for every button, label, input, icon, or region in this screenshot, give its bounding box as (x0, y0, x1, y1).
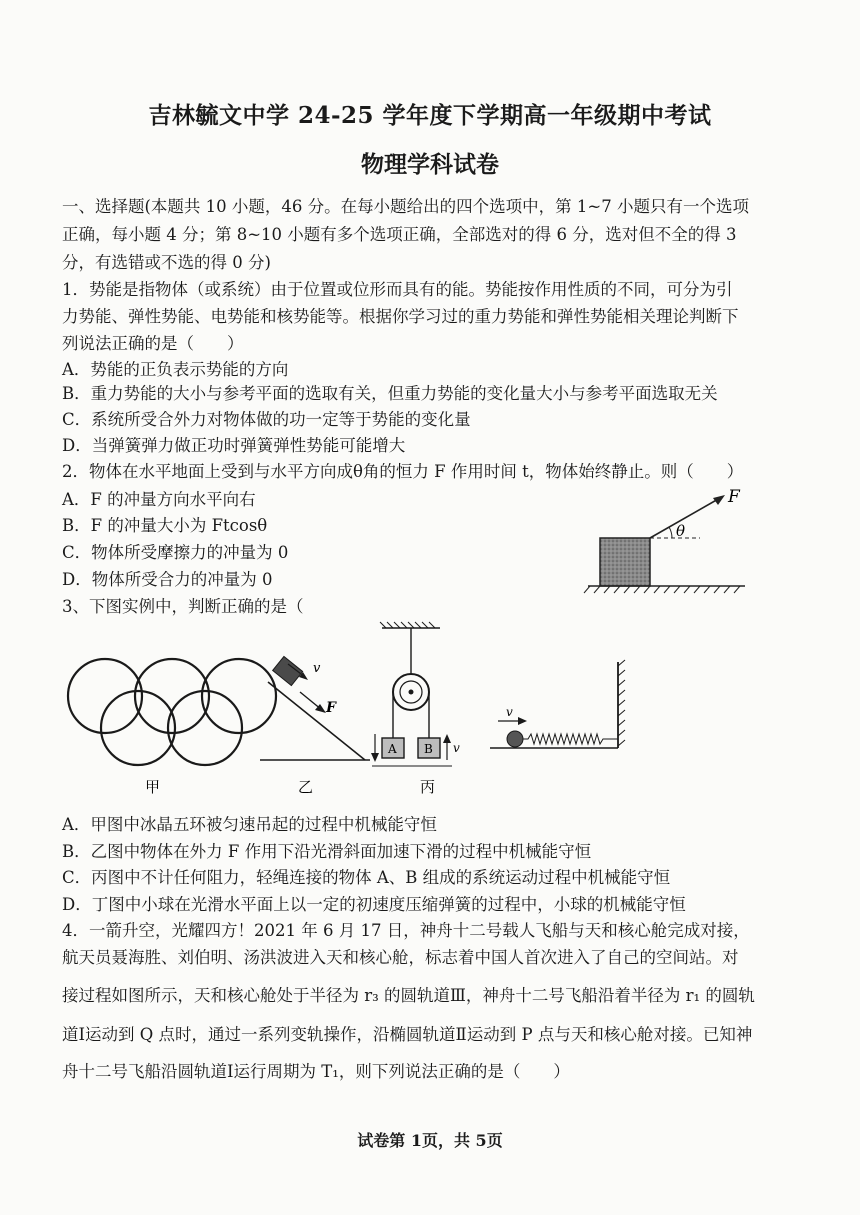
pulley-figure (371, 622, 460, 766)
q2-option-b: B．F 的冲量大小为 Ftcosθ (62, 516, 268, 535)
exam-subtitle: 物理学科试卷 (361, 151, 499, 178)
q4-line: 道Ⅰ运动到 Q 点时，通过一系列变轨操作，沿椭圆轨道Ⅱ运动到 P 点与天和核心舱对接。已知神 (62, 1025, 753, 1044)
incline-block (273, 656, 303, 685)
q1-option-a: A．势能的正负表示势能的方向 (62, 360, 289, 379)
section-intro-line: 分，有选错或不选的得 0 分) (62, 253, 271, 272)
q1-stem-line: 力势能、弹性势能、电势能和核势能等。根据你学习过的重力势能和弹性势能相关理论判断下 (62, 307, 739, 326)
incline-force-label: F (326, 700, 336, 716)
pulley-velocity-label: v (453, 741, 460, 755)
box-a-label: A (388, 742, 397, 756)
q2-option-d: D．物体所受合力的冲量为 0 (62, 570, 273, 589)
force-label: F (728, 487, 740, 507)
spring-ball-figure (490, 660, 625, 748)
box-b-label: B (424, 742, 433, 756)
q4-line: 航天员聂海胜、刘伯明、汤洪波进入天和核心舱，标志着中国人首次进入了自己的空间站。对 (62, 948, 739, 967)
q1-stem-line: 1．势能是指物体（或系统）由于位置或位形而具有的能。势能按作用性质的不同，可分为引 (62, 280, 733, 299)
angle-arc (669, 527, 672, 538)
force-arrowhead (713, 495, 725, 505)
q3-stem: 3、下图实例中，判断正确的是（ (62, 597, 304, 616)
q3-option-d: D．丁图中小球在光滑水平面上以一定的初速度压缩弹簧的过程中，小球的机械能守恒 (62, 895, 686, 914)
section-intro-line: 正确，每小题 4 分；第 8~10 小题有多个选项正确，全部选对的得 6 分，选对但不全的得 3 (62, 225, 737, 244)
figure-label-bing: 丙 (420, 778, 436, 796)
figure-label-jia: 甲 (145, 778, 161, 796)
q1-option-c: C．系统所受合外力对物体做的功一定等于势能的变化量 (62, 410, 471, 429)
exam-title: 吉林毓文中学 24-25 学年度下学期高一年级期中考试 (148, 102, 712, 129)
block (600, 538, 650, 586)
q3-option-a: A．甲图中冰晶五环被匀速吊起的过程中机械能守恒 (62, 815, 437, 834)
q1-stem-line: 列说法正确的是（ ） (62, 334, 244, 353)
figure-label-yi: 乙 (298, 778, 314, 796)
incline-figure (260, 656, 370, 760)
q2-stem: 2．物体在水平地面上受到与水平方向成θ角的恒力 F 作用时间 t，物体始终静止。则（ ） (62, 462, 744, 481)
q2-figure-block-force (580, 480, 750, 595)
page-footer: 试卷第 1页，共 5页 (357, 1131, 503, 1150)
section-intro-line: 一、选择题(本题共 10 小题，46 分。在每小题给出的四个选项中，第 1~7 小题只有一个选项 (62, 197, 749, 216)
spring-velocity-label: v (506, 705, 513, 719)
q3-option-b: B．乙图中物体在外力 F 作用下沿光滑斜面加速下滑的过程中机械能守恒 (62, 842, 592, 861)
q4-line: 4．一箭升空，光耀四方！2021 年 6 月 17 日，神舟十二号载人飞船与天和核心舱完成对接， (62, 921, 750, 940)
q2-option-c: C．物体所受摩擦力的冲量为 0 (62, 543, 289, 562)
angle-label: θ (676, 522, 686, 540)
q3-figures (60, 620, 640, 805)
incline-velocity-label: v (313, 661, 321, 676)
q3-option-c: C．丙图中不计任何阻力，轻绳连接的物体 A、B 组成的系统运动过程中机械能守恒 (62, 868, 671, 887)
q1-option-b: B．重力势能的大小与参考平面的选取有关，但重力势能的变化量大小与参考平面选取无关 (62, 384, 718, 403)
ground-hatch (584, 586, 740, 593)
q1-option-d: D．当弹簧弹力做正功时弹簧弹性势能可能增大 (62, 436, 406, 455)
q4-line: 接过程如图所示，天和核心舱处于半径为 r₃ 的圆轨道Ⅲ，神舟十二号飞船沿着半径为 r₁ 的圆轨 (62, 986, 755, 1005)
olympic-rings-figure (68, 659, 276, 765)
q2-option-a: A．F 的冲量方向水平向右 (62, 490, 256, 509)
q4-line: 舟十二号飞船沿圆轨道Ⅰ运行周期为 T₁，则下列说法正确的是（ ） (62, 1062, 570, 1081)
